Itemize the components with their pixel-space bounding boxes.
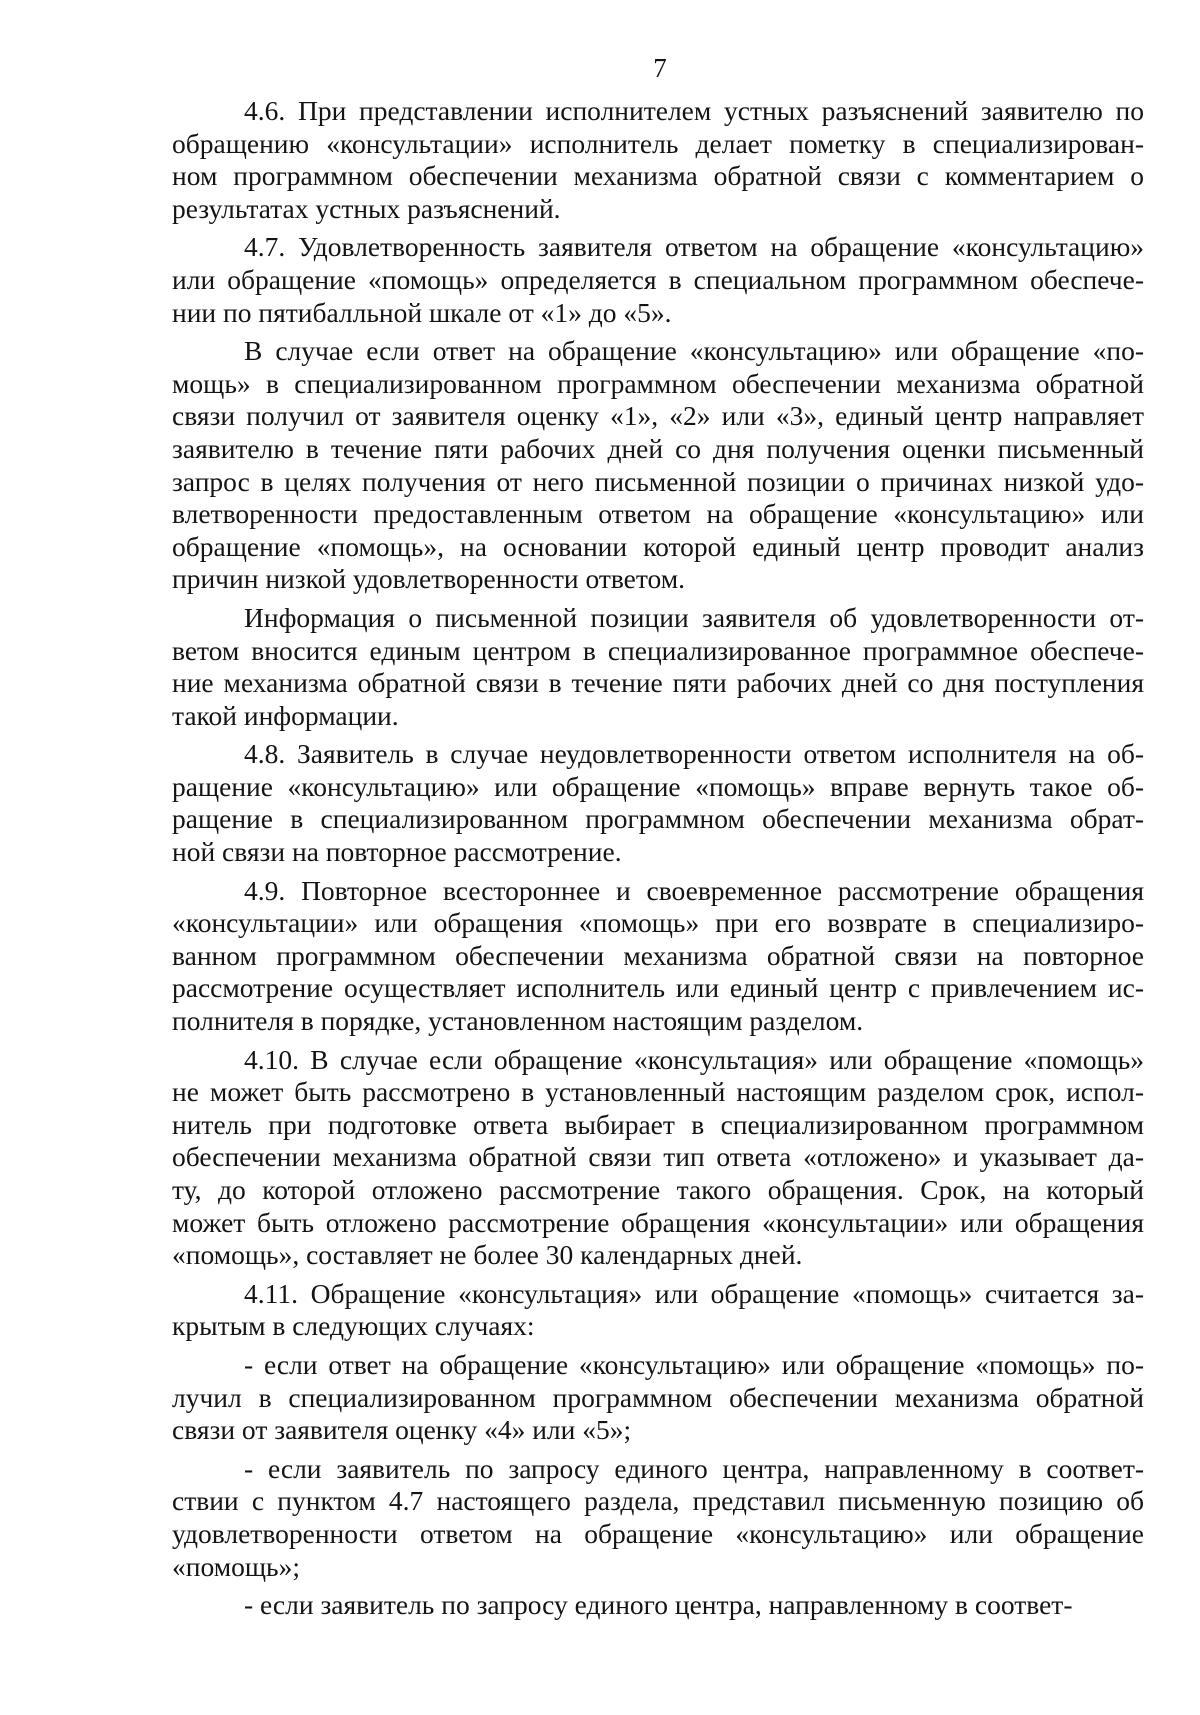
text-line: результатах устных разъяснений. bbox=[172, 192, 561, 224]
text-line: может быть отложено рассмотрение обращения «консультации» или обращения bbox=[172, 1206, 1144, 1238]
paragraph-p-4-8 bbox=[172, 738, 1144, 868]
text-line: такой информации. bbox=[172, 699, 399, 731]
paragraph-p-4-11-c bbox=[172, 1589, 1144, 1622]
text-line: 4.10. В случае если обращение «консультация» или обращение «помощь» bbox=[244, 1043, 1144, 1075]
text-line: - если заявитель по запросу единого центра, направленному в соответ- bbox=[244, 1452, 1144, 1484]
text-line: крытым в следующих случаях: bbox=[172, 1310, 535, 1342]
text-line: запрос в целях получения от него письменной позиции о причинах низкой удо- bbox=[172, 465, 1144, 497]
text-line: или обращение «помощь» определяется в специальном программном обеспече- bbox=[172, 263, 1144, 295]
text-line: обеспечении механизма обратной связи тип ответа «отложено» и указывает да- bbox=[172, 1141, 1144, 1173]
text-line: 4.9. Повторное всестороннее и своевременное рассмотрение обращения bbox=[244, 874, 1144, 906]
text-line: обращение «помощь», на основании которой единый центр проводит анализ bbox=[172, 530, 1144, 562]
text-line: ветом вносится единым центром в специализированное программное обеспече- bbox=[172, 634, 1144, 666]
text-line: ствии с пунктом 4.7 настоящего раздела, представил письменную позицию об bbox=[172, 1485, 1144, 1517]
paragraph-p-4-7-case bbox=[172, 335, 1144, 596]
text-line: заявителю в течение пяти рабочих дней со дня получения оценки письменный bbox=[172, 432, 1144, 464]
text-line: рассмотрение осуществляет исполнитель или единый центр с привлечением ис- bbox=[172, 972, 1144, 1004]
paragraph-p-4-7-info bbox=[172, 602, 1144, 732]
text-line: ращение «консультацию» или обращение «помощь» вправе вернуть такое об- bbox=[172, 770, 1144, 802]
paragraph-p-4-9 bbox=[172, 875, 1144, 1038]
text-line: 4.7. Удовлетворенность заявителя ответом на обращение «консультацию» bbox=[244, 231, 1144, 263]
text-line: причин низкой удовлетворенности ответом. bbox=[172, 563, 686, 595]
text-line: ту, до которой отложено рассмотрение такого обращения. Срок, на который bbox=[172, 1174, 1144, 1205]
paragraph-p-4-10 bbox=[172, 1044, 1144, 1272]
text-line: Информация о письменной позиции заявителя об удовлетворенности от- bbox=[244, 601, 1144, 633]
paragraph-p-4-11 bbox=[172, 1278, 1144, 1343]
text-line: влетворенности предоставленным ответом на обращение «консультацию» или bbox=[172, 498, 1144, 530]
text-line: 4.11. Обращение «консультация» или обращение «помощь» считается за- bbox=[244, 1277, 1144, 1309]
text-line: нитель при подготовке ответа выбирает в специализированном программном bbox=[172, 1108, 1144, 1140]
text-line: связи от заявителя оценку «4» или «5»; bbox=[172, 1414, 632, 1446]
text-line: «помощь», составляет не более 30 календарных дней. bbox=[172, 1239, 803, 1271]
text-line: ванном программном обеспечении механизма обратной связи на повторное bbox=[172, 939, 1144, 971]
text-line: 4.8. Заявитель в случае неудовлетворенности ответом исполнителя на об- bbox=[244, 738, 1144, 770]
text-line: «консультации» или обращения «помощь» при его возврате в специализиро- bbox=[172, 907, 1144, 939]
page-number: 7 bbox=[653, 53, 667, 83]
paragraph-p-4-11-a bbox=[172, 1349, 1144, 1447]
text-line: «помощь»; bbox=[172, 1550, 300, 1582]
document-body bbox=[172, 95, 1144, 1622]
text-line: ной связи на повторное рассмотрение. bbox=[172, 836, 622, 868]
text-line: - если ответ на обращение «консультацию» или обращение «помощь» по- bbox=[244, 1348, 1144, 1380]
text-line: удовлетворенности ответом на обращение «консультацию» или обращение bbox=[172, 1517, 1144, 1549]
text-line: не может быть рассмотрено в установленный настоящим разделом срок, испол- bbox=[172, 1076, 1144, 1108]
text-line: ние механизма обратной связи в течение пяти рабочих дней со дня поступления bbox=[172, 667, 1144, 699]
text-line: мощь» в специализированном программном обеспечении механизма обратной bbox=[172, 367, 1144, 399]
text-line: ращение в специализированном программном обеспечении механизма обрат- bbox=[172, 803, 1144, 835]
paragraph-p-4-6 bbox=[172, 95, 1144, 225]
text-line: связи получил от заявителя оценку «1», «2» или «3», единый центр направляет bbox=[172, 400, 1144, 432]
text-line: лучил в специализированном программном обеспечении механизма обратной bbox=[172, 1381, 1144, 1413]
text-line: ном программном обеспечении механизма обратной связи с комментарием о bbox=[172, 160, 1144, 192]
text-line: 4.6. При представлении исполнителем устных разъяснений заявителю по bbox=[244, 95, 1144, 126]
text-line: В случае если ответ на обращение «консультацию» или обращение «по- bbox=[244, 335, 1144, 367]
paragraph-p-4-7 bbox=[172, 231, 1144, 329]
paragraph-p-4-11-b bbox=[172, 1453, 1144, 1583]
text-line: полнителя в порядке, установленном настоящим разделом. bbox=[172, 1005, 864, 1037]
text-line: обращению «консультации» исполнитель делает пометку в специализирован- bbox=[172, 127, 1144, 159]
text-line: нии по пятибалльной шкале от «1» до «5». bbox=[172, 296, 672, 328]
text-line: - если заявитель по запросу единого центра, направленному в соответ- bbox=[244, 1589, 1073, 1621]
